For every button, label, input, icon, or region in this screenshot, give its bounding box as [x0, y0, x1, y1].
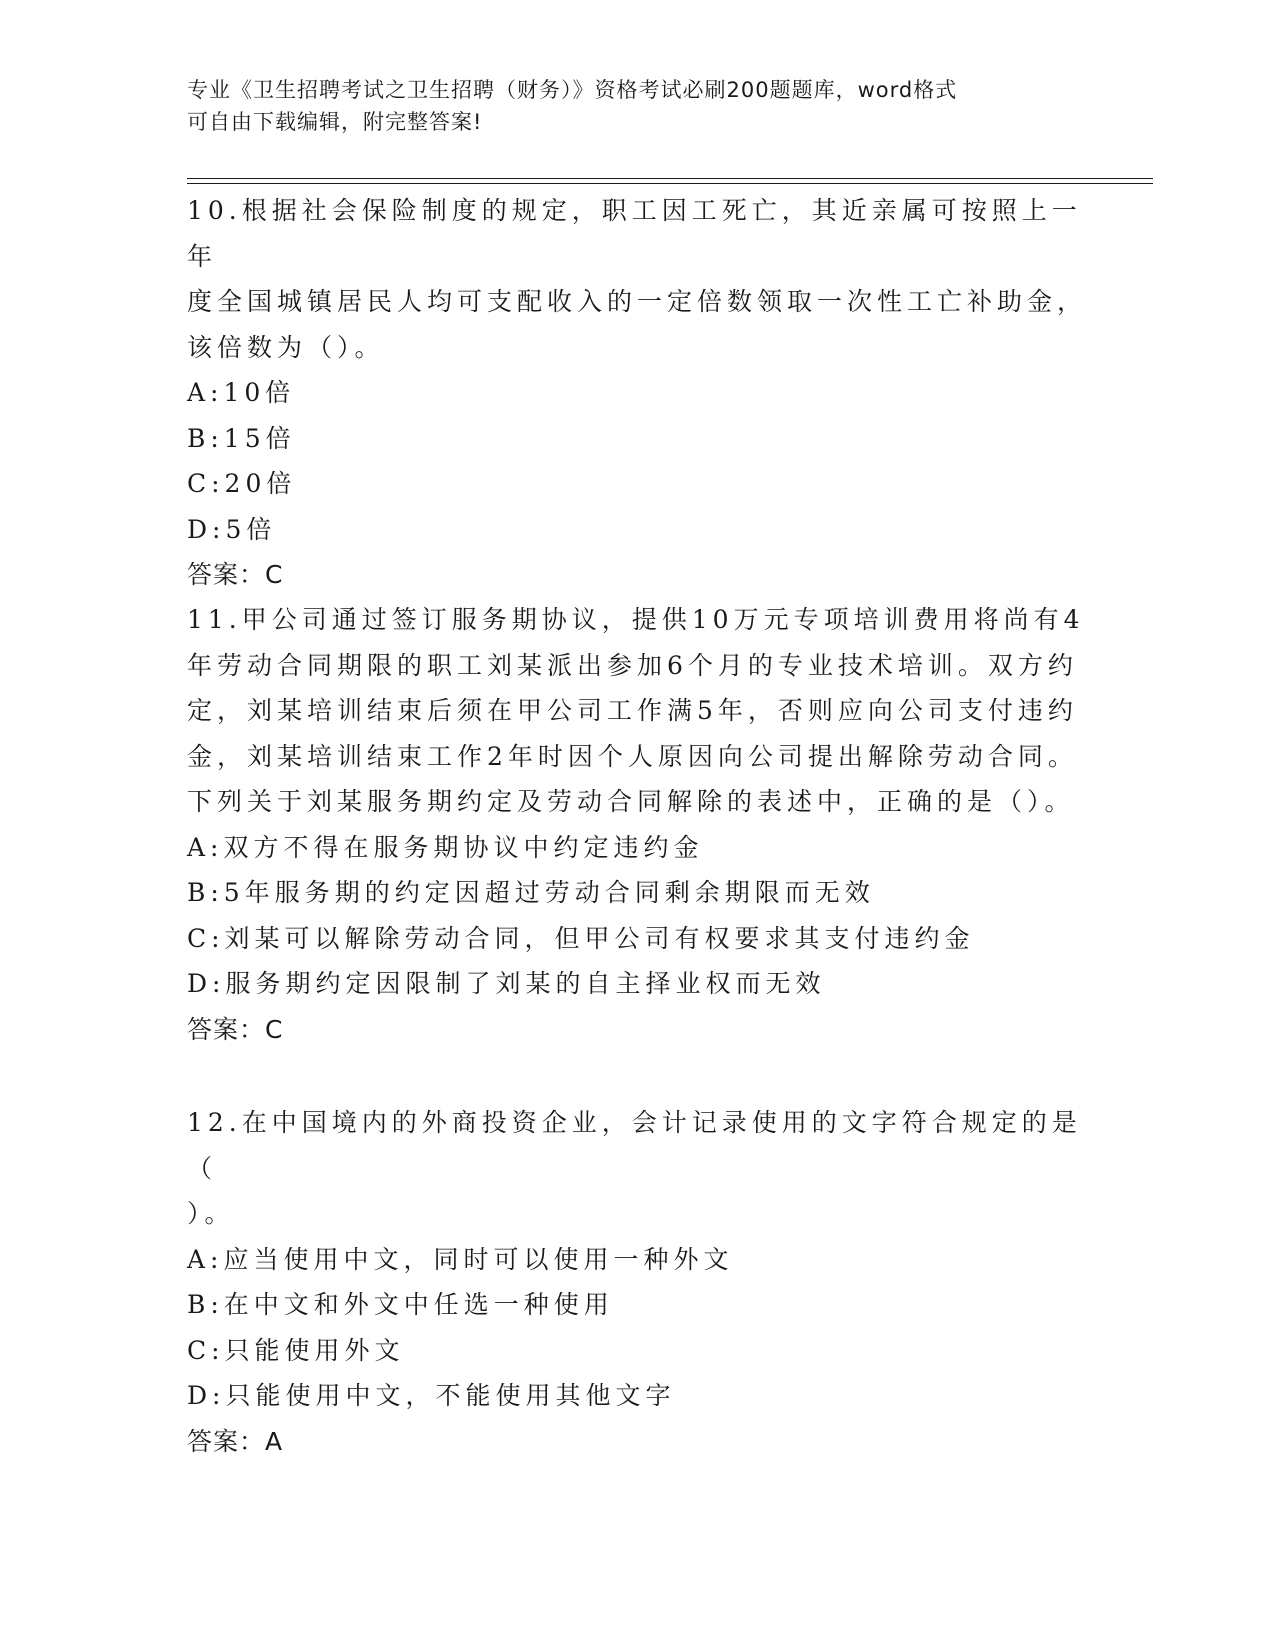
question-line: 金，刘某培训结束工作2年时因个人原因向公司提出解除劳动合同。	[187, 741, 1078, 771]
answer: 答案：A	[187, 1426, 284, 1456]
question-line: ）。	[187, 1199, 235, 1228]
option-b: B:在中文和外文中任选一种使用	[187, 1290, 614, 1319]
question-11	[187, 597, 1087, 1052]
option-d: D:5倍	[187, 514, 277, 544]
option-b: B:5年服务期的约定因超过劳动合同剩余期限而无效	[187, 878, 875, 907]
question-line: 下列关于刘某服务期约定及劳动合同解除的表述中，正确的是（）。	[187, 787, 1075, 816]
question-line: 度全国城镇居民人均可支配收入的一定倍数领取一次性工亡补助金，	[187, 287, 1088, 316]
option-c: C:刘某可以解除劳动合同，但甲公司有权要求其支付违约金	[187, 923, 975, 953]
question-12	[187, 1100, 1087, 1464]
option-c: C:20倍	[187, 469, 297, 498]
option-d: D:只能使用中文，不能使用其他文字	[187, 1381, 676, 1410]
question-line: 10.根据社会保险制度的规定，职工因工死亡，其近亲属可按照上一年	[187, 196, 1082, 271]
option-a: A:10倍	[187, 378, 296, 407]
option-c: C:只能使用外文	[187, 1335, 405, 1365]
option-a: A:双方不得在服务期协议中约定违约金	[187, 832, 704, 862]
header-rule-top	[187, 178, 1153, 179]
question-line: 定，刘某培训结束后须在甲公司工作满5年，否则应向公司支付违约	[187, 696, 1078, 725]
option-d: D:服务期约定因限制了刘某的自主择业权而无效	[187, 969, 826, 998]
question-line: 12.在中国境内的外商投资企业，会计记录使用的文字符合规定的是（	[187, 1108, 1082, 1183]
answer: 答案：C	[187, 560, 284, 589]
option-b: B:15倍	[187, 423, 296, 453]
document-header	[187, 74, 1067, 138]
option-a: A:应当使用中文，同时可以使用一种外文	[187, 1244, 734, 1274]
question-line: 该倍数为（）。	[187, 332, 385, 362]
header-line-1: 专业《卫生招聘考试之卫生招聘（财务）》资格考试必刷200题题库，word格式	[187, 78, 958, 102]
question-line: 11.甲公司通过签订服务期协议，提供10万元专项培训费用将尚有4	[187, 605, 1085, 634]
question-line: 年劳动合同期限的职工刘某派出参加6个月的专业技术培训。双方约	[187, 650, 1078, 680]
answer: 答案：C	[187, 1014, 284, 1044]
header-rule-bottom	[187, 183, 1153, 184]
question-10	[187, 188, 1087, 598]
header-line-2: 可自由下载编辑，附完整答案!	[187, 110, 483, 134]
